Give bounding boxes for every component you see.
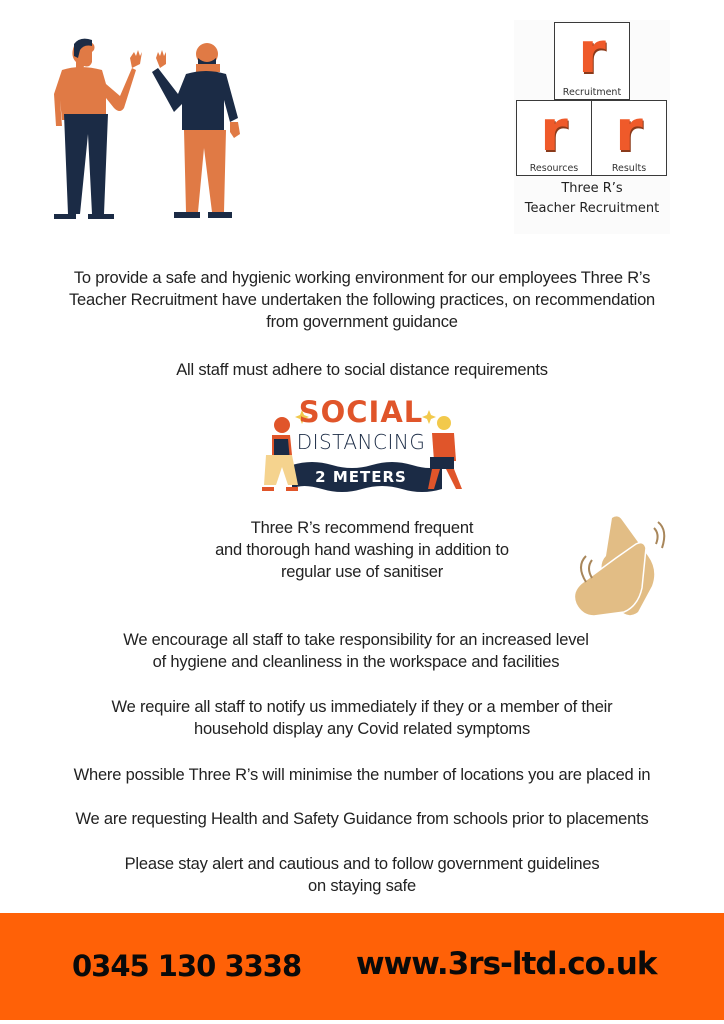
logo-letter-r: r <box>615 99 643 164</box>
hand-washing-line: and thorough hand washing in addition to <box>215 541 509 559</box>
logo-label-results: Results <box>611 163 647 174</box>
hand-washing-line: Three R’s recommend frequent <box>250 519 474 537</box>
two-meters-banner: 2 METERS <box>315 468 407 486</box>
social-distancing-graphic <box>252 393 470 503</box>
three-rs-logo <box>514 20 670 234</box>
logo-name-line1: Three R’s <box>561 181 623 196</box>
intro-line: Teacher Recruitment have undertaken the following practices, on recommendation <box>68 291 656 309</box>
logo-label-resources: Resources <box>529 163 579 174</box>
man-orange-shirt-figure <box>54 39 142 219</box>
hand-washing-line: regular use of sanitiser <box>280 563 444 581</box>
logo-letter-r: r <box>540 99 568 164</box>
man-scarf-mask-figure <box>152 43 240 218</box>
stay-safe-line: Please stay alert and cautious and to follow government guidelines <box>124 855 600 873</box>
logo-box-results <box>591 100 667 176</box>
website-link[interactable]: www.3rs-ltd.co.uk <box>356 946 657 982</box>
clapping-hands-icon <box>572 512 682 618</box>
logo-name-line2: Teacher Recruitment <box>524 201 660 216</box>
symptoms-line: We require all staff to notify us immediately if they or a member of their <box>111 698 613 716</box>
guidance-statement: We are requesting Health and Safety Guidance from schools prior to placements <box>75 810 649 828</box>
intro-line: To provide a safe and hygienic working environment for our employees Three R’s <box>73 269 651 287</box>
hygiene-line: We encourage all staff to take responsibility for an increased level <box>123 631 589 649</box>
contact-footer <box>0 913 724 1020</box>
intro-line: from government guidance <box>266 313 458 331</box>
logo-box-recruitment <box>554 22 630 100</box>
symptoms-line: household display any Covid related symptoms <box>193 720 531 738</box>
stay-safe-paragraph <box>0 853 724 897</box>
logo-label-recruitment: Recruitment <box>562 87 622 98</box>
phone-number[interactable]: 0345 130 3338 <box>72 949 302 983</box>
distancing-subtitle: DISTANCING <box>296 430 426 454</box>
logo-box-resources <box>516 100 592 176</box>
locations-statement: Where possible Three R’s will minimise the number of locations you are placed in <box>73 766 651 784</box>
stay-safe-line: on staying safe <box>308 877 416 895</box>
logo-letter-r: r <box>578 21 606 86</box>
hygiene-paragraph <box>0 629 718 673</box>
intro-paragraph <box>0 267 724 333</box>
social-distance-note: All staff must adhere to social distance requirements <box>176 361 548 379</box>
hygiene-line: of hygiene and cleanliness in the workspace and facilities <box>152 653 560 671</box>
social-title: SOCIAL <box>298 395 424 429</box>
people-waving-illustration <box>40 34 255 224</box>
symptoms-paragraph <box>0 696 724 740</box>
